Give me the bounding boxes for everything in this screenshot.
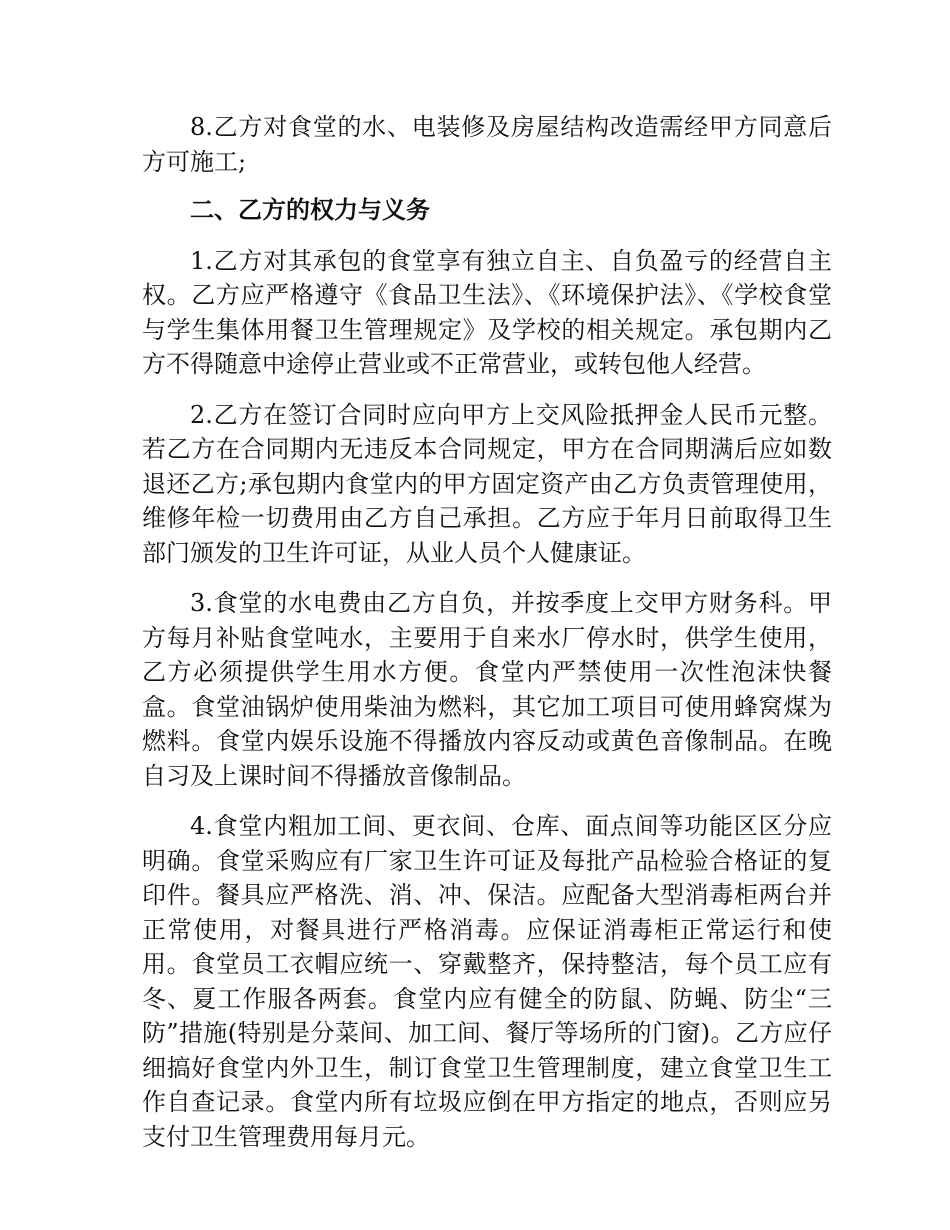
paragraph-clause-3: 3.食堂的水电费由乙方自负，并按季度上交甲方财务科。甲方每月补贴食堂吨水，主要用于自来水厂停水时，供学生使用，乙方必须提供学生用水方便。食堂内严禁使用一次性泡沫快餐盒。食堂油锅炉使用柴油为燃料，其它加工项目可使用蜂窝煤为燃料。食堂内娱乐设施不得播放内容反动或黄色音像制品。在晚自习及上课时间不得播放音像制品。 bbox=[142, 589, 832, 790]
paragraph-clause-4: 4.食堂内粗加工间、更衣间、仓库、面点间等功能区区分应明确。食堂采购应有厂家卫生许可证及每批产品检验合格证的复印件。餐具应严格洗、消、冲、保洁。应配备大型消毒柜两台并正常使用，对餐具进行严格消毒。应保证消毒柜正常运行和使用。食堂员工衣帽应统一、穿戴整齐，保持整洁，每个员工应有冬、夏工作服各两套。食堂内应有健全的防鼠、防蝇、防尘“三防”措施(特别是分菜间、加工间、餐厅等场所的门窗)。乙方应仔细搞好食堂内外卫生，制订食堂卫生管理制度，建立食堂卫生工作自查记录。食堂内所有垃圾应倒在甲方指定的地点，否则应另支付卫生管理费用每月元。 bbox=[142, 812, 832, 1151]
paragraph-clause-1: 1.乙方对其承包的食堂享有独立自主、自负盈亏的经营自主权。乙方应严格遵守《食品卫生法》、《环境保护法》、《学校食堂与学生集体用餐卫生管理规定》及学校的相关规定。承包期内乙方不得随意中途停止营业或不正常营业，或转包他人经营。 bbox=[142, 246, 832, 378]
paragraph-clause-8: 8.乙方对食堂的水、电装修及房屋结构改造需经甲方同意后方可施工; bbox=[142, 113, 832, 176]
paragraph-clause-2: 2.乙方在签订合同时应向甲方上交风险抵押金人民币元整。若乙方在合同期内无违反本合同规定，甲方在合同期满后应如数退还乙方;承包期内食堂内的甲方固定资产由乙方负责管理使用，维修年检一切费用由乙方自己承担。乙方应于年月日前取得卫生部门颁发的卫生许可证，从业人员个人健康证。 bbox=[142, 400, 832, 567]
section-heading: 二、乙方的权力与义务 bbox=[190, 196, 430, 224]
document-body bbox=[142, 110, 832, 1154]
